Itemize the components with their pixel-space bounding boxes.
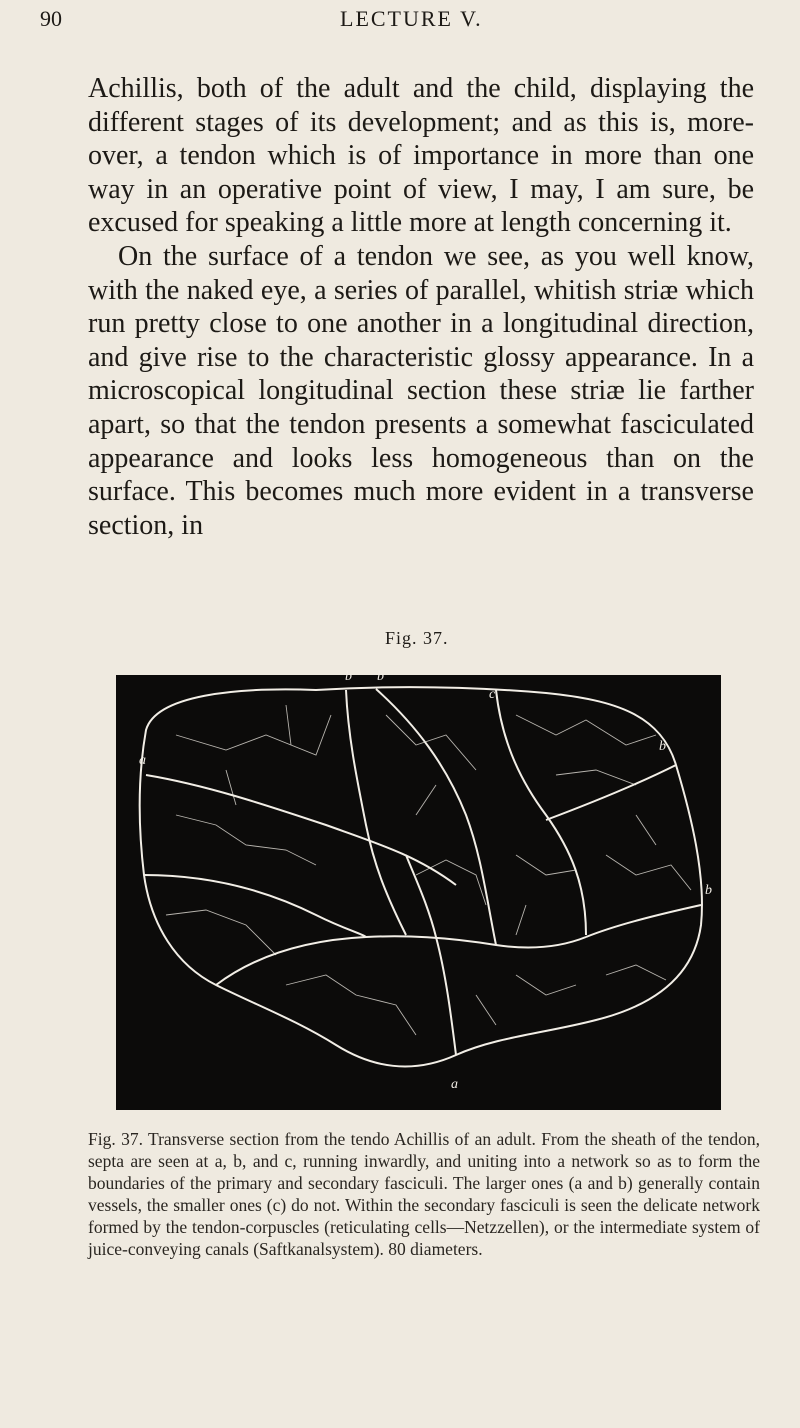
page-number: 90 xyxy=(40,6,62,31)
figure-label: Fig. 37. xyxy=(385,628,449,648)
septum-b-top-right xyxy=(376,689,496,945)
paragraph-2: On the surface of a tendon we see, as you well know, with the naked eye, a series of parallel, whitish striæ which run pretty close to one another in a longitudinal direction, and give rise to the characteristic glossy appearance. In a microscopical longitudinal section these striæ lie farther apart, so that the tendon presents a somewhat fasciculated appearance and looks less homogeneous than on the surface. This becomes much more evident in a transverse section, in xyxy=(88,240,754,541)
paragraph-1: Achillis, both of the adult and the child, displaying the different stages of its development; and as this is, more-over, a tendon which is of importance in more than one way in an operative point of view, I may, I am sure, be excused for speaking a little more at length concerning it. xyxy=(88,73,754,239)
septum-mid-left xyxy=(144,875,366,937)
secondary-fasciculi-network xyxy=(166,705,691,1035)
septum-a-left xyxy=(146,775,456,885)
septum-lower-left xyxy=(216,936,586,985)
figure-tendon-transverse-section xyxy=(116,669,721,1110)
figure-letter-b-far-right: b xyxy=(705,883,712,898)
septum-b-right xyxy=(546,765,676,820)
septum-a-bottom xyxy=(406,855,456,1055)
figure-illustration xyxy=(116,675,721,1110)
figure-letter-b-right: b xyxy=(659,739,666,754)
figure-letter-a-bottom: a xyxy=(451,1077,458,1092)
figure-letter-b-top-left: b xyxy=(345,669,352,684)
septum-b-top-left xyxy=(346,690,406,935)
figure-letter-a-left: a xyxy=(139,753,146,768)
figure-caption: Fig. 37. Transverse section from the tendo Achillis of an adult. From the sheath of the tendon, septa are seen at a, b, and c, running inwardly, and uniting into a network so as to form the boundaries of the primary and secondary fasciculi. The larger ones (a and b) generally contain vessels, the smaller ones (c) do not. Within the secondary fasciculi is seen the delicate network formed by the tendon-corpuscles (reticulating cells—Netzzellen), or the intermediate system of juice-conveying canals (Saftkanalsystem). 80 diameters. xyxy=(88,1129,760,1259)
figure-letter-b-top-right: b xyxy=(377,669,384,684)
running-title: LECTURE V. xyxy=(340,6,483,31)
septum-b-far-right xyxy=(586,905,701,937)
body-text xyxy=(88,72,754,542)
figure-letter-c: c xyxy=(489,687,496,702)
section-outline xyxy=(140,687,702,1066)
